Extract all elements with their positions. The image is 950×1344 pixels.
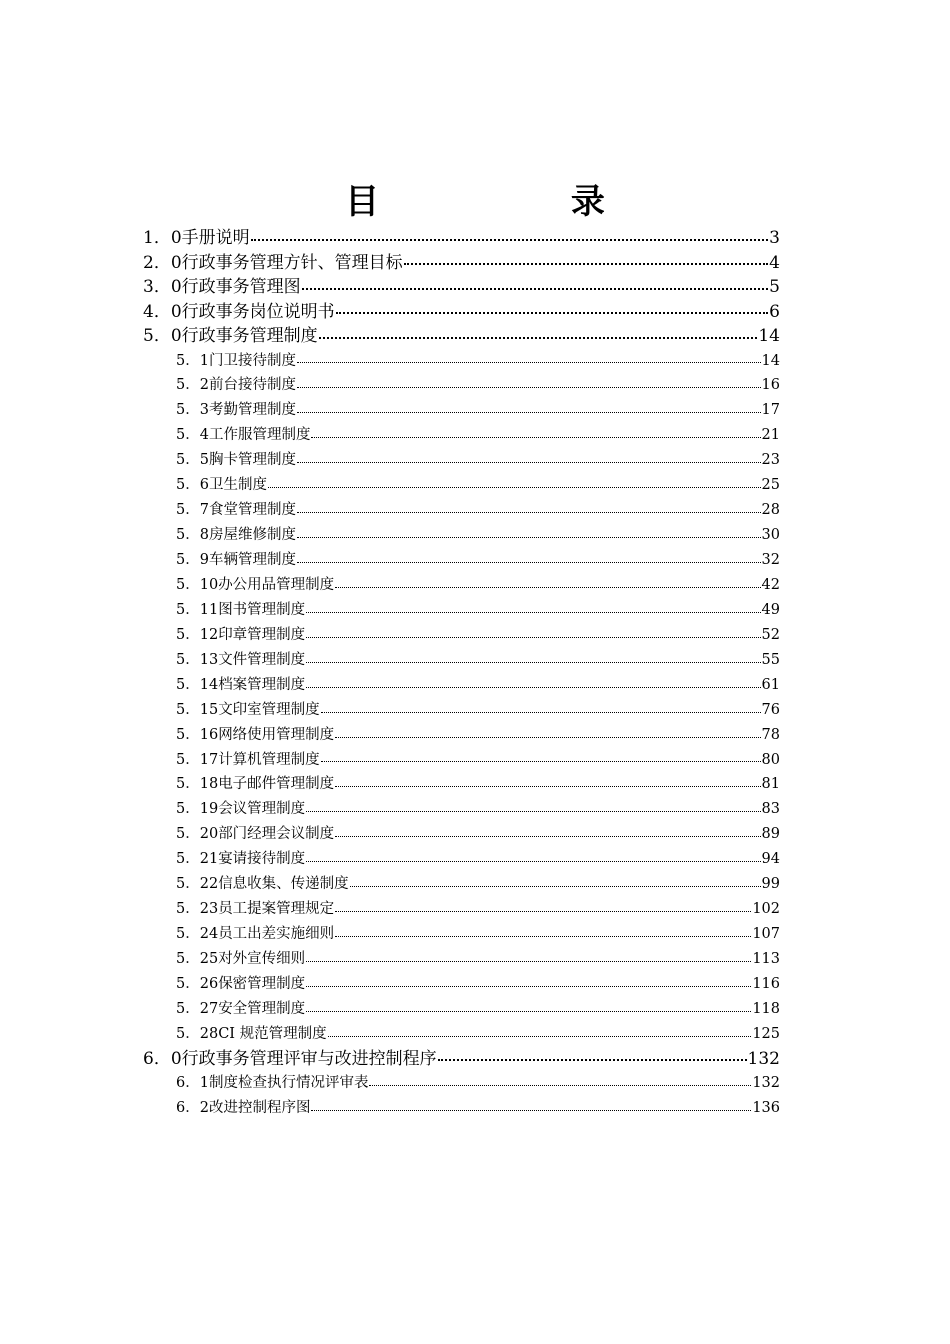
toc-entry-title: 图书管理制度 [218,601,306,618]
toc-dot-leader [335,782,760,787]
toc-entry-title: 安全管理制度 [218,1000,306,1017]
toc-entry-title: 工作服管理制度 [208,427,311,444]
toc-entry-number: 5．4 [176,427,209,444]
toc-entry-title: 门卫接待制度 [208,352,296,369]
toc-entry-number: 6．0 [143,1048,182,1069]
toc-entry-number: 5．13 [176,651,219,668]
toc-entry-number: 5．9 [176,552,209,568]
toc-dot-leader [321,757,761,762]
toc-entry-title: 行政事务管理制度 [181,326,318,346]
toc-entry-number: 5．17 [176,751,219,768]
toc-entry[interactable] [0,847,950,872]
toc-entry-number: 5．8 [176,527,209,544]
toc-dot-leader [369,1081,751,1086]
toc-entry-title: 电子邮件管理制度 [218,776,335,793]
toc-dot-leader [311,433,760,438]
toc-entry[interactable] [0,822,950,847]
toc-entry-page-number: 102 [752,901,780,918]
toc-entry-page-number: 55 [761,651,780,668]
toc-entry-page-number: 28 [761,502,780,519]
toc-dot-leader [306,683,760,688]
toc-entry-title: 办公用品管理制度 [218,576,335,593]
toc-dot-leader [297,458,761,463]
toc-entry-title: 行政事务管理方针、管理目标 [181,252,403,273]
toc-entry-page-number: 23 [761,452,780,469]
toc-entry[interactable] [0,1096,950,1121]
toc-dot-leader [306,633,760,638]
toc-entry[interactable] [0,498,950,523]
toc-dot-leader [306,807,760,812]
toc-entry[interactable] [0,523,950,548]
toc-entry-page-number: 3 [769,228,780,248]
toc-entry-page-number: 132 [752,1075,780,1092]
toc-entry-title: 印章管理制度 [218,626,306,643]
toc-dot-leader [335,733,760,738]
toc-entry-number: 5．18 [176,776,219,793]
toc-entry[interactable] [0,573,950,598]
toc-entry-page-number: 14 [761,352,780,369]
toc-entry-title: 部门经理会议制度 [218,826,335,843]
toc-entry[interactable] [0,922,950,947]
toc-entry-number: 5．14 [176,676,219,693]
toc-entry[interactable] [0,398,950,423]
toc-dot-leader [297,508,761,513]
toc-dot-leader [336,308,769,314]
toc-dot-leader [350,882,761,887]
toc-dot-leader [297,408,761,413]
toc-entry-title: 宴请接待制度 [218,851,306,868]
toc-entry[interactable] [0,473,950,498]
toc-entry-title: 会议管理制度 [218,801,306,818]
toc-entry[interactable] [0,772,950,797]
toc-entry-number: 5．0 [143,326,182,346]
toc-entry-number: 5．19 [176,801,219,818]
toc-entry-page-number: 80 [761,751,780,768]
toc-entry-number: 5．12 [176,626,219,643]
toc-entry[interactable] [0,324,950,349]
toc-entry[interactable] [0,1071,950,1096]
toc-entry-page-number: 21 [761,427,780,444]
toc-entry-page-number: 125 [752,1025,780,1042]
toc-entry[interactable] [0,373,950,398]
table-of-contents [0,226,950,1121]
toc-dot-leader [311,1106,751,1111]
toc-entry-page-number: 52 [761,626,780,643]
toc-dot-leader [335,907,751,912]
toc-dot-leader [251,235,769,241]
toc-entry-page-number: 78 [761,726,780,743]
toc-entry[interactable] [0,972,950,997]
toc-entry-title: 员工提案管理规定 [218,901,335,918]
toc-entry-title: 前台接待制度 [208,377,296,394]
toc-dot-leader [335,583,760,588]
toc-entry-title: 计算机管理制度 [218,751,320,768]
toc-entry-page-number: 42 [761,576,780,593]
toc-entry[interactable] [0,748,950,773]
toc-entry-page-number: 17 [761,402,780,419]
toc-entry[interactable] [0,598,950,623]
toc-entry[interactable] [0,897,950,922]
toc-entry-page-number: 94 [761,851,780,868]
toc-entry-title: 信息收集、传递制度 [218,876,349,893]
toc-entry[interactable] [0,698,950,723]
toc-entry[interactable] [0,275,950,300]
toc-entry-page-number: 61 [761,676,780,693]
toc-entry-number: 2．0 [143,252,182,273]
toc-entry-title: 食堂管理制度 [208,502,296,519]
toc-entry-title: 制度检查执行情况评审表 [208,1075,369,1092]
toc-entry-title: 文件管理制度 [218,651,306,668]
toc-entry[interactable] [0,723,950,748]
toc-entry-number: 4．0 [143,301,182,322]
toc-entry-page-number: 6 [769,301,780,322]
toc-entry-number: 5．5 [176,452,209,469]
toc-entry-number: 5．25 [176,951,219,967]
toc-dot-leader [302,284,769,290]
toc-entry-number: 5．20 [176,826,219,843]
toc-entry-title: 保密管理制度 [218,975,306,992]
toc-dot-leader [306,957,751,962]
toc-dot-leader [297,383,761,388]
toc-entry-page-number: 81 [761,776,780,793]
toc-dot-leader [404,259,769,265]
toc-entry-number: 5．10 [176,576,219,593]
toc-entry[interactable] [0,548,950,573]
toc-dot-leader [297,533,761,538]
toc-entry-title: 行政事务岗位说明书 [181,301,335,322]
toc-entry-page-number: 99 [761,876,780,893]
toc-entry[interactable] [0,947,950,972]
toc-entry-title: 考勤管理制度 [208,402,296,419]
toc-entry[interactable] [0,448,950,473]
toc-entry-title: 网络使用管理制度 [218,726,335,743]
toc-entry-page-number: 89 [761,826,780,843]
toc-dot-leader [335,932,751,937]
toc-dot-leader [438,1055,747,1061]
toc-entry-page-number: 113 [752,951,780,967]
toc-dot-leader [268,483,761,488]
toc-entry-title: 行政事务管理评审与改进控制程序 [181,1048,437,1069]
toc-entry-number: 5．2 [176,377,209,394]
toc-entry-page-number: 25 [761,477,780,494]
toc-entry-title: 档案管理制度 [218,676,306,693]
toc-entry-page-number: 5 [769,277,780,297]
toc-entry-number: 6．1 [176,1075,209,1092]
toc-dot-leader [306,1007,751,1012]
toc-title: 目 录 [345,182,695,222]
toc-entry-page-number: 30 [761,527,780,544]
toc-entry-page-number: 83 [761,801,780,818]
toc-entry-number: 5．16 [176,726,219,743]
toc-entry-title: 胸卡管理制度 [208,452,296,469]
toc-entry-number: 5．7 [176,502,209,519]
toc-entry[interactable] [0,349,950,374]
toc-entry-page-number: 76 [761,701,780,718]
toc-entry[interactable] [0,797,950,822]
toc-entry[interactable] [0,300,950,325]
toc-dot-leader [319,333,758,339]
toc-entry-number: 3．0 [143,277,182,297]
toc-entry-title: CI 规范管理制度 [218,1025,327,1042]
toc-entry-title: 行政事务管理图 [181,277,301,297]
toc-entry-page-number: 49 [761,601,780,618]
toc-entry-number: 5．22 [176,876,219,893]
toc-entry-page-number: 118 [752,1000,780,1017]
toc-entry[interactable] [0,673,950,698]
toc-entry-number: 5．11 [176,601,219,618]
toc-entry-number: 1．0 [143,228,182,248]
toc-dot-leader [328,1032,752,1037]
toc-entry[interactable] [0,872,950,897]
toc-entry-page-number: 107 [752,926,780,943]
toc-entry-title: 卫生制度 [208,477,267,494]
toc-dot-leader [321,708,761,713]
toc-entry-number: 5．27 [176,1000,219,1017]
toc-dot-leader [297,358,761,363]
toc-dot-leader [335,832,760,837]
toc-entry-page-number: 136 [752,1100,780,1117]
toc-entry[interactable] [0,623,950,648]
toc-entry-number: 5．15 [176,701,219,718]
toc-entry[interactable] [0,997,950,1022]
toc-entry-number: 5．1 [176,352,209,369]
toc-entry-number: 5．6 [176,477,209,494]
toc-entry-page-number: 132 [747,1048,780,1069]
toc-entry-number: 5．3 [176,402,209,419]
toc-entry-number: 5．24 [176,926,219,943]
toc-entry-number: 5．23 [176,901,219,918]
toc-entry-number: 5．28 [176,1025,219,1042]
toc-entry-title: 车辆管理制度 [208,552,296,568]
toc-entry-title: 文印室管理制度 [218,701,320,718]
toc-entry[interactable] [0,1022,950,1047]
toc-dot-leader [306,658,760,663]
toc-entry-page-number: 32 [761,552,780,568]
toc-entry-page-number: 116 [752,975,780,992]
toc-entry[interactable] [0,251,950,276]
toc-entry-title: 房屋维修制度 [208,527,296,544]
toc-entry-title: 改进控制程序图 [208,1100,311,1117]
toc-entry[interactable] [0,648,950,673]
toc-entry-title: 手册说明 [181,228,250,248]
toc-dot-leader [306,608,760,613]
toc-entry-page-number: 16 [761,377,780,394]
toc-entry-number: 6．2 [176,1100,209,1117]
toc-dot-leader [306,857,760,862]
toc-dot-leader [306,982,751,987]
toc-entry-page-number: 14 [758,326,780,346]
toc-entry-title: 员工出差实施细则 [218,926,335,943]
toc-entry-number: 5．21 [176,851,219,868]
toc-dot-leader [297,558,761,563]
toc-entry-title: 对外宣传细则 [218,951,306,967]
toc-entry[interactable] [0,423,950,448]
toc-entry[interactable] [0,226,950,251]
toc-entry-number: 5．26 [176,975,219,992]
toc-entry[interactable] [0,1047,950,1072]
toc-entry-page-number: 4 [769,252,780,273]
